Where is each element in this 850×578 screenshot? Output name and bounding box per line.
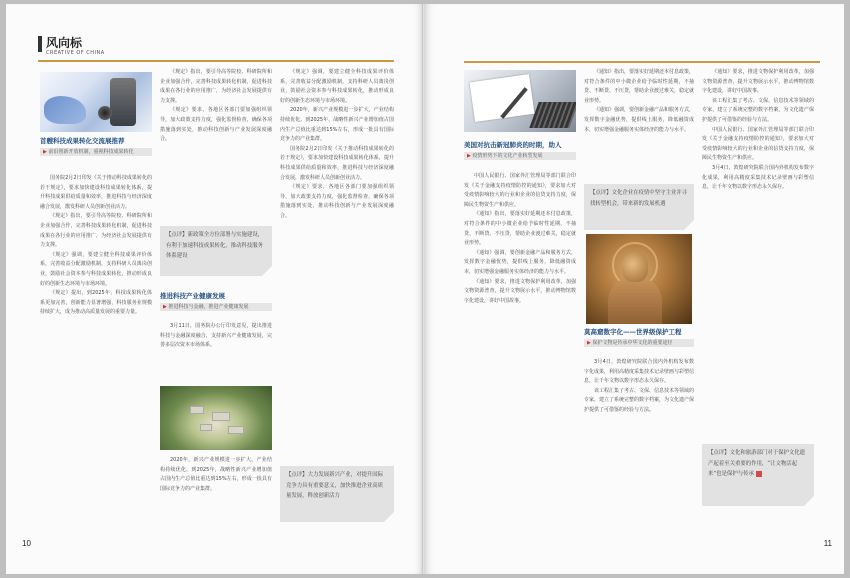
- page-number-left: 10: [22, 539, 31, 548]
- left-column-2-bottom: [160, 456, 272, 546]
- paragraph: 《通知》指出，要落实好延期还本付息政策，对符合条件的中小微企业给予临时性延期，不抽贷、不断贷、不压贷，帮助企业渡过难关，稳定就业形势。: [464, 211, 576, 247]
- building: [228, 426, 244, 434]
- paragraph: 《通知》强调，要创新金融产品和服务方式，发挥数字金融优势，提供线上服务，降低融资成本，切实增强金融服务实体经济的能力与水平。: [464, 249, 576, 275]
- left-column-2-top: [160, 68, 272, 220]
- paragraph: 该工程汇集了考古、文保、信息技术等领域的专家，建立了系统完整的数字档案，为文化遗产保护提供了可借鉴的经验与方法。: [584, 387, 694, 413]
- left-column-1: [40, 174, 152, 544]
- article2-subhead: ▶ 推进科技与金融，推进产业健康发展: [160, 303, 272, 311]
- microscope-lens: [98, 106, 112, 120]
- aerial-city-photo: [160, 386, 272, 450]
- right-page: [424, 4, 844, 574]
- article2-heading-block: [160, 292, 272, 311]
- right-column-1: [464, 172, 576, 542]
- header-rule: [464, 61, 820, 63]
- paragraph: 该工程汇集了考古、文保、信息技术等领域的专家，建立了系统完整的数字档案，为文化遗产保护提供了可借鉴的经验与方法。: [702, 97, 814, 123]
- left-column-2-mid: [160, 322, 272, 382]
- paragraph: 《规定》提出，到2025年，科技成果转化体系更加完善，创新能力显著增强，科技服务业规模持续扩大，成为推动高质量发展的重要力量。: [40, 290, 152, 316]
- paragraph: 《通知》指出，要落实好延期还本付息政策，对符合条件的中小微企业给予临时性延期，不抽贷、不断贷、不压贷，帮助企业渡过难关，稳定就业形势。: [584, 69, 694, 104]
- running-head: [38, 34, 394, 62]
- paragraph: 国务院2月2日印发《关于推动科技成果转化的若干规定》，要求加快建设科技成果转化体系，提升科技成果供给质量和效率，推进科技与经济深度融合发展，激发科研人员创新创业活力。: [280, 145, 394, 181]
- paragraph: 2020年，新兴产业规模进一步扩大，产业结构持续优化。到2025年，战略性新兴产业增加值占国内生产总值比重达到15%左右，形成一批具有国际竞争力的产业集群。: [280, 107, 394, 143]
- pull-quote: 【点评】大力发展新兴产业，对提升国际竞争力具有重要意义，加快推进企业高质量发展，释放创新活力: [280, 466, 394, 522]
- paragraph: 国务院2月2日印发《关于推动科技成果转化的若干规定》，要求加快建设科技成果转化体系，提升科技成果供给质量和效率，推进科技与经济深度融合发展，激发科研人员创新创业活力。: [40, 175, 152, 210]
- pull-quote: 【点评】文化企业在疫情中坚守主业并寻找转型机会，带来新的发展机遇: [584, 184, 694, 230]
- paragraph: 《规定》强调，要建立健全科技成果评价体系，完善收益分配激励机制，支持科研人员离岗创业，鼓励社会资本参与科技成果转化，推动形成良好的创新生态环境与市场环境。: [280, 69, 394, 104]
- right-article1-heading-block: [464, 141, 576, 160]
- buddha-statue-photo: [586, 234, 692, 324]
- article1-headline: 首艘科技成果转化交流展推荐: [40, 137, 125, 145]
- right-column-2-bottom: [584, 358, 694, 544]
- paragraph: 《通知》要求，推进文物保护利用改革，加强文物资源普查，提升文物展示水平，推动博物馆数字化建设，讲好中国故事。: [464, 278, 576, 304]
- end-mark-icon: [756, 471, 762, 477]
- paragraph: 中国人民银行、国家外汇管理局等部门联合印发《关于金融支持疫情防控的通知》，要求加大对受疫情影响较大的行业和企业的信贷支持力度，保障民生物资生产和供应。: [464, 173, 576, 208]
- building: [200, 424, 212, 431]
- building: [212, 412, 230, 421]
- paragraph: 2020年，新兴产业规模进一步扩大，产业结构持续优化。到2025年，战略性新兴产业增加值占国内生产总值比重达到15%左右，形成一批具有国际竞争力的产业集群。: [160, 457, 272, 492]
- article2-headline: 推进科技产业健康发展: [160, 292, 225, 300]
- paragraph: 中国人民银行、国家外汇管理局等部门联合印发《关于金融支持疫情防控的通知》，要求加大对受疫情影响较大的行业和企业的信贷支持力度，保障民生物资生产和供应。: [702, 126, 814, 162]
- statue-head: [622, 252, 648, 282]
- section-title-zh: 风向标: [46, 36, 83, 50]
- paragraph: 《规定》要求，各地区各部门要加强组织领导，加大政策支持力度，强化监督检查，确保各项措施落到实处，推动科技创新与产业发展深度融合。: [280, 184, 394, 219]
- right-article1-subhead: ▶ 疫情形势下的文化产业转型发展: [464, 152, 576, 160]
- section-mark: [38, 36, 42, 52]
- paragraph: 《规定》要求，各地区各部门要加强组织领导，加大政策支持力度，强化监督检查，确保各项措施落到实处，推动科技创新与产业发展深度融合。: [160, 107, 272, 143]
- paragraph: 《通知》要求，推进文物保护利用改革，加强文物资源普查，提升文物展示水平，推动博物馆数字化建设，讲好中国故事。: [702, 69, 814, 95]
- paragraph: 《规定》强调，要建立健全科技成果评价体系，完善收益分配激励机制，支持科研人员离岗创业，鼓励社会资本参与科技成果转化，推动形成良好的创新生态环境与市场环境。: [40, 251, 152, 287]
- lab-microscope-photo: [40, 72, 152, 132]
- paragraph: 《通知》强调，要创新金融产品和服务方式，发挥数字金融优势，提供线上服务，降低融资成本，切实增强金融服务实体经济的能力与水平。: [584, 107, 694, 133]
- paragraph: 《规定》指出，要引导高等院校、科研院所和企业加强合作，完善科技成果转化机制，促进科技成果在各行业的应用推广，为经济社会发展提供有力支撑。: [160, 69, 272, 104]
- paragraph: 《规定》指出，要引导高等院校、科研院所和企业加强合作，完善科技成果转化机制，促进科技成果在各行业的应用推广，为经济社会发展提供有力支撑。: [40, 213, 152, 249]
- statue-body: [608, 278, 662, 324]
- article1-subhead: ▶ 前沿创新开放机制，重视科技成果转化: [40, 148, 152, 156]
- microscope: [110, 78, 136, 126]
- left-column-3: [280, 68, 394, 463]
- pull-quote: [702, 444, 814, 506]
- gloved-hand: [44, 96, 86, 124]
- page-number-right: 11: [823, 539, 832, 548]
- paragraph: 3月4日，敦煌研究院联合国内外机构发布数字化成果，利用高精度采集技术记录壁画与彩塑信息，让千年文物以数字形态永久保存。: [584, 359, 694, 385]
- building: [190, 406, 204, 414]
- right-column-3: [702, 68, 814, 440]
- right-article1-headline: 美国对抗击新冠肺炎的时期，助人: [464, 141, 562, 149]
- right-article2-heading-block: [584, 328, 694, 347]
- section-title-en: CREATIVE OF CHINA: [46, 50, 105, 56]
- paragraph: 3月11日，国务院办公厅印发意见，提出推进科技与金融深度融合，支持新兴产业健康发展，完善多层次资本市场体系。: [160, 323, 272, 349]
- paragraph: 3月4日，敦煌研究院联合国内外机构发布数字化成果，利用高精度采集技术记录壁画与彩塑信息，让千年文物以数字形态永久保存。: [702, 164, 814, 191]
- right-article2-subhead: ▶ 保护文物是传承中华文化的重要途径: [584, 339, 694, 347]
- right-column-2-top: [584, 68, 694, 180]
- pull-quote-text: 【点评】文化和旅游部门对于保护文化遗产起着至关重要的作用，“让文物活起来”也是保护与传承: [708, 450, 806, 477]
- pull-quote: 【点评】新政策全方位部署与实施建设，有利于加速科技成果转化，推动科技服务体系建设: [160, 226, 272, 276]
- right-article2-headline: 莫高窟数字化——世界级保护工程: [584, 328, 682, 336]
- office-desk-photo: [464, 70, 576, 132]
- left-page: [6, 4, 424, 574]
- article1-heading-block: [40, 137, 152, 156]
- keyboard: [529, 102, 576, 128]
